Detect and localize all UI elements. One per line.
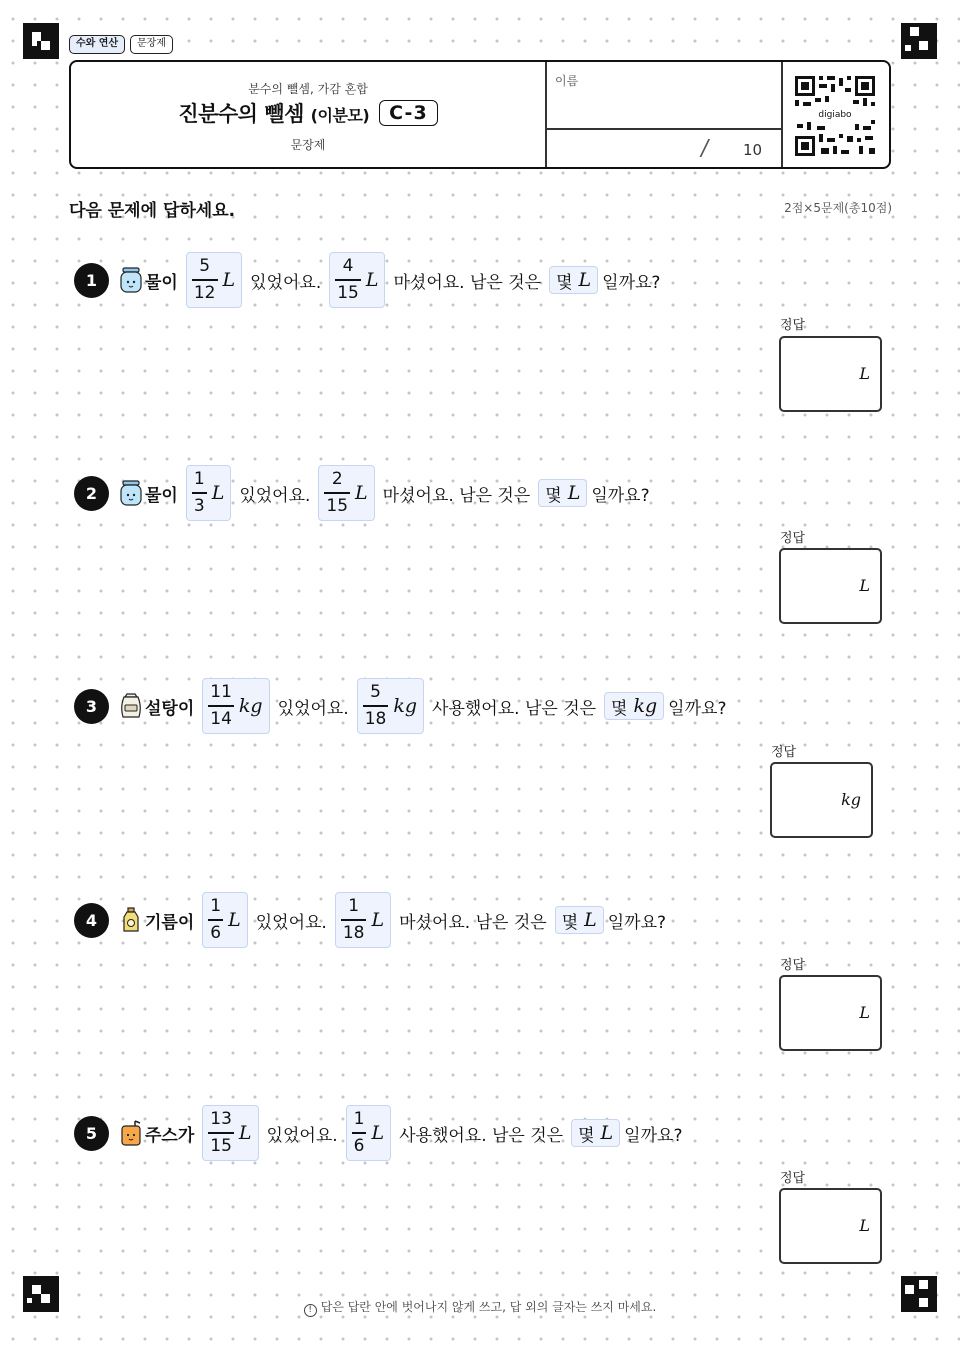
oil-bottle-icon: [119, 907, 143, 933]
answer-label: 정답: [780, 958, 806, 973]
warning-icon: !: [304, 1304, 317, 1317]
numerator: 11: [210, 682, 232, 703]
unit: L: [600, 1122, 614, 1144]
answer-unit: kg: [841, 790, 861, 809]
type-tag: 문장제: [130, 35, 173, 54]
problem-subject: 주스가: [145, 1125, 195, 1146]
denominator: 15: [210, 1135, 232, 1156]
how-many-label: 몇: [611, 698, 628, 719]
score-field[interactable]: [545, 128, 695, 168]
answer-unit: L: [859, 1216, 870, 1235]
fraction: [192, 258, 218, 302]
footer-note: [0, 1298, 960, 1317]
problem-text: 사용했어요. 남은 것은: [399, 1125, 564, 1146]
name-field-label: 이름: [555, 74, 579, 88]
unit: L: [371, 909, 385, 931]
problem-text: 일까요?: [591, 485, 650, 506]
svg-text:digiabo: digiabo: [818, 110, 852, 120]
answer-label: 정답: [780, 1171, 806, 1186]
answer-unit: L: [859, 364, 870, 383]
answer-box-3[interactable]: [770, 762, 873, 838]
fraction: [363, 684, 389, 728]
footer-text: 답은 답란 안에 벗어나지 않게 쓰고, 답 외의 글자는 쓰지 마세요.: [320, 1300, 657, 1314]
corner-marker-top-left: [23, 23, 59, 59]
denominator: 12: [193, 282, 216, 303]
numerator: 13: [210, 1109, 232, 1130]
used-amount: [346, 1105, 391, 1161]
numerator: 1: [353, 1109, 365, 1130]
unit: L: [355, 482, 368, 504]
unit: kg: [633, 695, 658, 717]
answer-box-2[interactable]: [779, 548, 882, 624]
juice-box-icon: [119, 1120, 143, 1146]
problem-number: 5: [74, 1116, 109, 1151]
denominator: 14: [210, 708, 232, 729]
problem-text: 마셨어요. 남은 것은: [393, 272, 542, 293]
unit: L: [238, 1122, 252, 1144]
total-score: 10: [743, 141, 763, 159]
denominator: 15: [337, 282, 359, 303]
fraction: [352, 1111, 367, 1155]
numerator: 1: [210, 896, 222, 917]
initial-amount: [186, 252, 242, 308]
sugar-bag-icon: [119, 693, 143, 719]
worksheet-code: C-3: [379, 100, 438, 126]
numerator: 2: [331, 469, 343, 490]
problem-3: [74, 676, 726, 736]
problem-subject: 물이: [145, 485, 178, 506]
problem-2: [74, 463, 650, 523]
problem-text: 마셨어요. 남은 것은: [382, 485, 531, 506]
unit: L: [371, 1122, 385, 1144]
unit: L: [211, 482, 225, 504]
unit: kg: [238, 695, 263, 717]
header-type: 문장제: [290, 138, 326, 152]
problem-text: 있었어요.: [255, 912, 327, 933]
problem-number: 3: [74, 689, 109, 724]
denominator: 18: [342, 922, 365, 943]
fraction: [335, 258, 361, 302]
used-amount: [329, 252, 385, 308]
corner-marker-top-right: [901, 23, 937, 59]
problem-subject: 물이: [145, 272, 178, 293]
used-amount: [357, 678, 424, 734]
used-amount: [335, 892, 391, 948]
fraction: [208, 1111, 234, 1155]
problem-text: 있었어요.: [266, 1125, 338, 1146]
header-title-row: [71, 98, 545, 128]
fraction: [192, 471, 207, 515]
how-many-label: 몇: [545, 485, 562, 506]
answer-label: 정답: [780, 318, 806, 333]
category-tag: 수와 연산: [69, 35, 125, 54]
initial-amount: [202, 1105, 258, 1161]
worksheet-header: [69, 60, 891, 169]
qr-code-icon: [793, 74, 877, 158]
initial-amount: [186, 465, 231, 521]
question-amount: [571, 1119, 620, 1147]
water-jar-icon: [119, 480, 143, 506]
problem-text: 마셨어요. 남은 것은: [399, 912, 547, 933]
water-jar-icon: [119, 267, 143, 293]
unit: L: [365, 269, 379, 291]
unit: L: [222, 269, 236, 291]
question-amount: [538, 479, 587, 507]
problem-number: 2: [74, 476, 109, 511]
answer-box-5[interactable]: [779, 1188, 882, 1264]
fraction: [208, 684, 234, 728]
header-subtitle: 분수의 뺄셈, 가감 혼합: [248, 82, 368, 96]
denominator: 6: [353, 1135, 365, 1156]
answer-label: 정답: [771, 745, 797, 760]
numerator: 4: [342, 256, 354, 277]
how-many-label: 몇: [561, 912, 579, 933]
unit: L: [584, 909, 597, 931]
divider: [781, 62, 783, 167]
numerator: 1: [348, 896, 360, 917]
problem-subject: 설탕이: [145, 698, 195, 719]
fraction: [208, 898, 223, 942]
numerator: 5: [199, 256, 211, 277]
question-amount: [604, 692, 664, 720]
answer-box-1[interactable]: [779, 336, 882, 412]
fraction: [324, 471, 350, 515]
numerator: 1: [193, 469, 205, 490]
denominator: 3: [193, 495, 205, 516]
unit: kg: [393, 695, 418, 717]
problem-text: 있었어요.: [277, 698, 349, 719]
answer-box-4[interactable]: [779, 975, 882, 1051]
problem-4: [74, 890, 666, 950]
fraction: [341, 898, 367, 942]
denominator: 6: [210, 922, 222, 943]
answer-label: 정답: [780, 531, 806, 546]
question-amount: [555, 906, 604, 934]
unit: L: [578, 269, 592, 291]
scoring-info: 2점×5문제(총10점): [784, 201, 892, 215]
problem-text: 일까요?: [624, 1125, 683, 1146]
problem-text: 일까요?: [602, 272, 661, 293]
used-amount: [318, 465, 374, 521]
how-many-label: 몇: [578, 1125, 595, 1146]
header-title: 진분수의 뺄셈 (이분모): [178, 102, 370, 126]
how-many-label: 몇: [556, 272, 573, 293]
score-slash: /: [698, 136, 711, 161]
problem-text: 일까요?: [668, 698, 727, 719]
problem-text: 일까요?: [607, 912, 667, 933]
problem-text: 사용했어요. 남은 것은: [432, 698, 597, 719]
problem-number: 4: [74, 903, 109, 938]
initial-amount: [202, 892, 247, 948]
denominator: 18: [364, 708, 387, 729]
problem-1: [74, 250, 660, 310]
denominator: 15: [326, 495, 349, 516]
problem-subject: 기름이: [145, 912, 195, 933]
problem-text: 있었어요.: [250, 272, 322, 293]
answer-unit: L: [859, 576, 870, 595]
unit: L: [228, 909, 241, 931]
initial-amount: [202, 678, 269, 734]
name-field[interactable]: [545, 62, 781, 128]
problem-5: [74, 1103, 682, 1163]
instruction-text: 다음 문제에 답하세요.: [69, 201, 236, 221]
unit: L: [567, 482, 581, 504]
problem-number: 1: [74, 263, 109, 298]
numerator: 5: [370, 682, 381, 703]
question-amount: [549, 266, 598, 294]
answer-unit: L: [859, 1003, 870, 1022]
problem-text: 있었어요.: [239, 485, 311, 506]
